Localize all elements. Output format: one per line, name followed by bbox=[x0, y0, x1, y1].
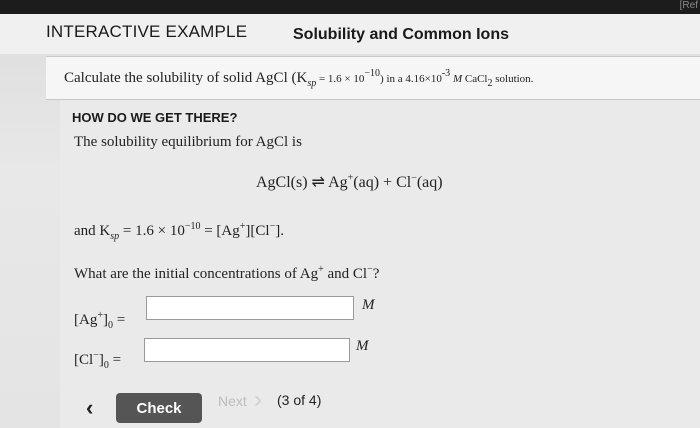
top-bar bbox=[0, 0, 700, 14]
section-title: HOW DO WE GET THERE? bbox=[72, 110, 238, 125]
cl-label-post: ] bbox=[98, 352, 104, 368]
equation-mid: (aq) + Cl bbox=[353, 174, 412, 191]
ksp-expr-3: ]. bbox=[275, 223, 284, 239]
problem-text-3: ) in a 4.16×10 bbox=[380, 73, 442, 85]
ksp-prefix: and K bbox=[74, 223, 111, 239]
problem-text-2: = 1.6 × 10 bbox=[316, 73, 365, 85]
question-text bbox=[74, 266, 379, 283]
ksp-subscript: sp bbox=[307, 78, 317, 89]
page-title: INTERACTIVE EXAMPLE bbox=[46, 22, 248, 41]
ksp-expr-1: = [Ag bbox=[200, 223, 240, 239]
problem-text-4: CaCl bbox=[462, 73, 488, 85]
ksp-ag-charge: + bbox=[239, 221, 246, 232]
ag-label-sup: + bbox=[97, 310, 103, 321]
back-chevron-icon[interactable]: ‹ bbox=[86, 395, 94, 420]
ag-label-post: ] bbox=[102, 312, 108, 328]
problem-unit: M bbox=[450, 73, 463, 85]
ksp-expression bbox=[74, 223, 284, 240]
ag-label-eq: = bbox=[112, 312, 126, 328]
ag-charge: + bbox=[347, 172, 354, 184]
reference-link[interactable]: [Ref bbox=[679, 0, 698, 11]
cl-concentration-input[interactable] bbox=[144, 338, 350, 362]
next-chevron-icon[interactable]: › bbox=[254, 386, 262, 413]
question-part-2: and Cl bbox=[323, 266, 368, 282]
ksp-exponent: −10 bbox=[184, 221, 201, 232]
ag-label-sub: 0 bbox=[107, 320, 113, 331]
ksp-cl-charge: − bbox=[269, 221, 276, 232]
ksp-expr-2: ][Cl bbox=[245, 223, 270, 239]
cl-label-sup: − bbox=[93, 350, 99, 361]
equation-rhs: (aq) bbox=[416, 174, 443, 191]
problem-text-1: Calculate the solubility of solid AgCl (K bbox=[64, 70, 308, 86]
page-counter: (3 of 4) bbox=[277, 392, 322, 408]
question-part-3: ? bbox=[372, 266, 380, 282]
question-cl-charge: − bbox=[367, 264, 373, 275]
question-ag-charge: + bbox=[318, 264, 324, 275]
ag-concentration-input[interactable] bbox=[146, 296, 354, 320]
question-part-1: What are the initial concentrations of Ag bbox=[74, 266, 319, 282]
ag-concentration-label bbox=[74, 312, 125, 329]
cl-label-eq: = bbox=[108, 352, 122, 368]
cl-unit: M bbox=[356, 338, 369, 354]
cacl2-subscript: 2 bbox=[487, 78, 493, 89]
problem-exponent-1: −10 bbox=[364, 68, 381, 79]
cl-label-pre: [Cl bbox=[74, 352, 94, 368]
equilibrium-equation bbox=[256, 172, 443, 192]
problem-text-5: solution. bbox=[492, 73, 534, 85]
cl-concentration-label bbox=[74, 352, 121, 369]
problem-exponent-2: -3 bbox=[441, 68, 451, 79]
cl-label-sub: 0 bbox=[103, 360, 109, 371]
equation-lhs: AgCl(s) ⇌ Ag bbox=[256, 174, 348, 191]
intro-text: The solubility equilibrium for AgCl is bbox=[74, 134, 302, 150]
ag-label-pre: [Ag bbox=[74, 312, 98, 328]
check-button[interactable]: Check bbox=[116, 393, 202, 423]
problem-statement bbox=[64, 70, 533, 87]
ksp-sub: sp bbox=[110, 231, 120, 242]
cl-charge: − bbox=[411, 172, 417, 184]
ksp-mid: = 1.6 × 10 bbox=[119, 223, 185, 239]
ag-unit: M bbox=[362, 297, 375, 313]
page-subtitle: Solubility and Common Ions bbox=[293, 26, 509, 43]
next-button[interactable]: Next bbox=[218, 393, 247, 409]
